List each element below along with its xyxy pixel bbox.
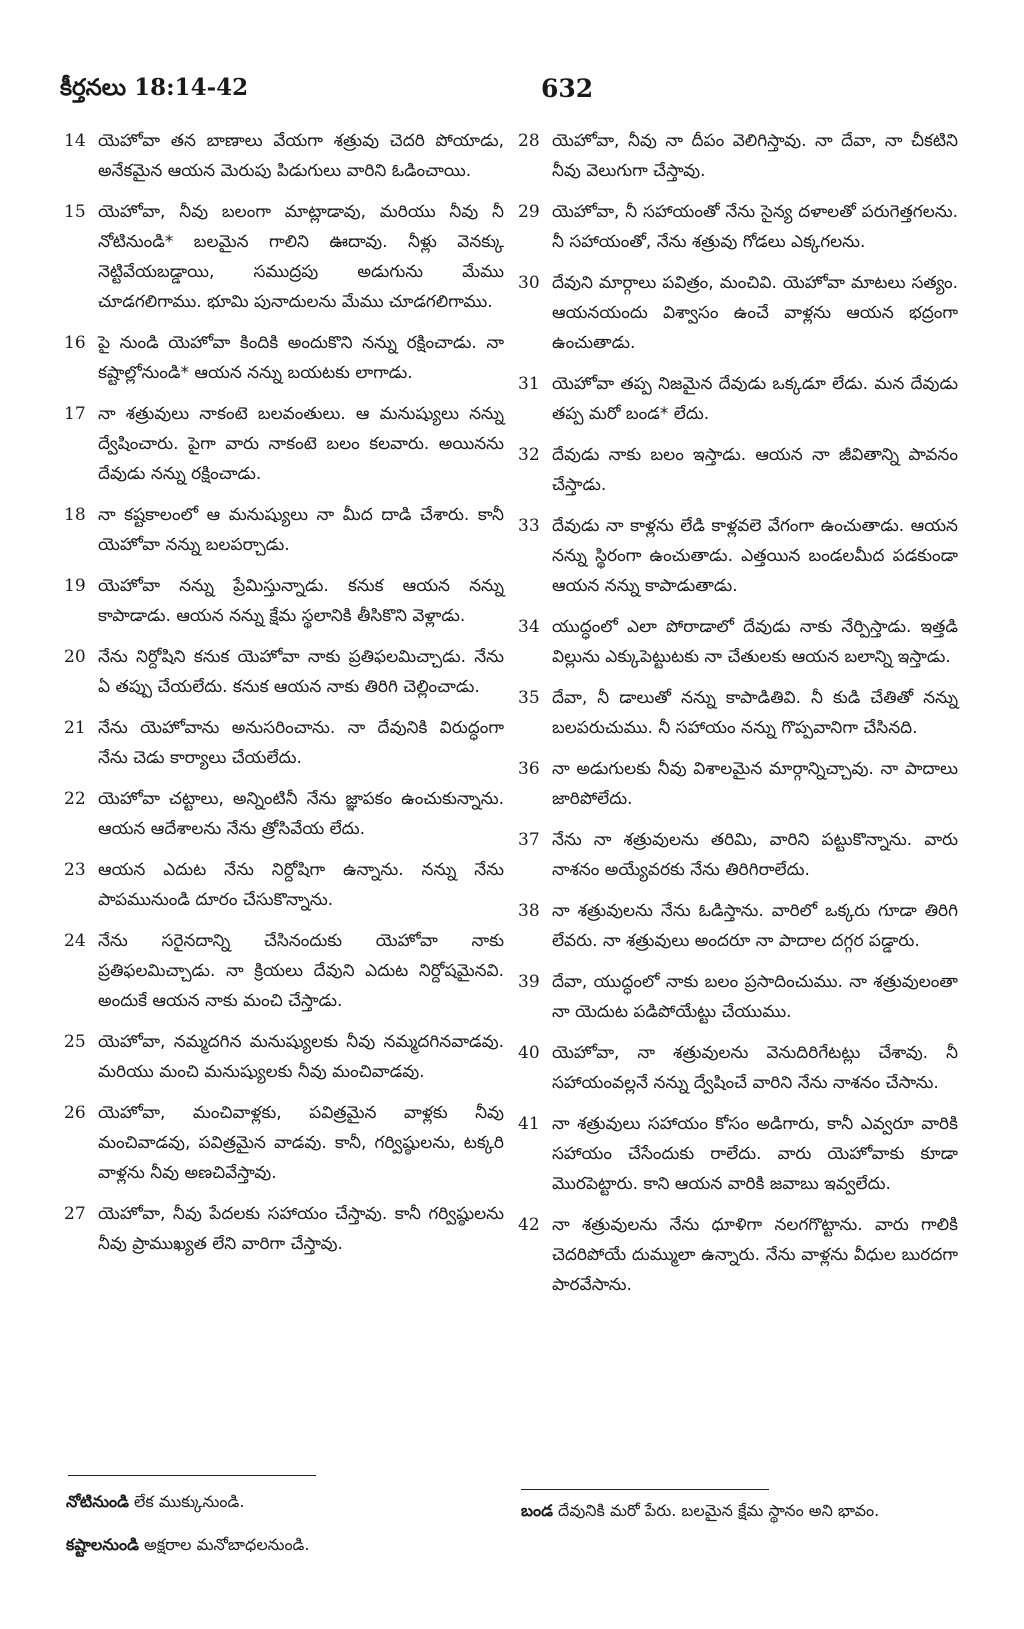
verse-number: 39 (518, 972, 540, 992)
page-number: 632 (541, 74, 594, 103)
verse (64, 126, 504, 186)
footnote-divider-right (521, 1489, 769, 1490)
verse-number: 37 (518, 830, 540, 850)
verse-text: యెహోవా, మంచివాళ్లకు, పవిత్రమైన వాళ్లకు నీవు మంచివాడవు, పవిత్రమైన వాడవు. కానీ, గర్విష్ఠులను, టక్కరి వాళ్లను నీవు అణచివేస్తావు. (98, 1103, 504, 1183)
verse-text: యెహోవా, నీవు బలంగా మాట్లాడావు, మరియు నీవు నీ నోటినుండి* బలమైన గాలిని ఊదావు. నీళ్లు వెనక్కు నెట్టివేయబడ్డాయి, సముద్రపు అడుగును మేము చూడగలిగాము. భూమి పునాదులను మేము చూడగలిగాము. (98, 202, 504, 312)
verse-number: 31 (518, 374, 540, 394)
verse-text: నా శత్రువులు నాకంటె బలవంతులు. ఆ మనుష్యులు నన్ను ద్వేషించారు. పైగా వారు నాకంటె బలం కలవారు. అయినను దేవుడు నన్ను రక్షించాడు. (98, 404, 504, 484)
verse (64, 399, 504, 489)
verse-text: నా కష్టకాలంలో ఆ మనుష్యులు నా మీద దాడి చేశారు. కానీ యెహోవా నన్ను బలపర్చాడు. (98, 505, 504, 555)
verse-number: 24 (64, 931, 86, 951)
verse-number: 25 (64, 1032, 86, 1052)
verse-number: 16 (64, 333, 86, 353)
verse-number: 19 (64, 576, 86, 596)
verse (518, 1210, 958, 1300)
verse-text: యెహోవా, నా శత్రువులను వెనుదిరిగేటట్లు చేశావు. నీ సహాయంవల్లనే నన్ను ద్వేషించే వారిని నేను నాశనం చేసాను. (552, 1043, 958, 1093)
verse (518, 197, 958, 257)
verse-text: నేను నిర్దోషిని కనుక యెహోవా నాకు ప్రతిఫలమిచ్చాడు. నేను ఏ తప్పు చేయలేదు. కనుక ఆయన నాకు తిరిగి చెల్లించాడు. (98, 647, 504, 697)
verse-text: యెహోవా నన్ను ప్రేమిస్తున్నాడు. కనుక ఆయన నన్ను కాపాడాడు. ఆయన నన్ను క్షేమ స్థలానికి తీసికొని వెళ్లాడు. (98, 576, 504, 626)
verse-number: 36 (518, 759, 540, 779)
verse (64, 784, 504, 844)
verse-number: 17 (64, 404, 86, 424)
verse-number: 20 (64, 647, 86, 667)
verse-number: 27 (64, 1204, 86, 1224)
verse-text: నా శత్రువులను నేను ధూళిగా నలగగొట్టాను. వారు గాలికి చెదరిపోయే దుమ్ములా ఉన్నారు. నేను వాళ్లను వీధుల బురదగా పారవేసాను. (552, 1215, 958, 1295)
verse (518, 440, 958, 500)
verse (64, 500, 504, 560)
right-column (518, 126, 958, 1311)
verse-text: నా శత్రువులు సహాయం కోసం అడిగారు, కానీ ఎవ్వరూ వారికి సహాయం చేసేందుకు రాలేదు. వారు యెహోవాకు కూడా మొరపెట్టారు. కాని ఆయన వారికి జవాబు ఇవ్వలేదు. (552, 1114, 958, 1194)
verse (518, 1109, 958, 1199)
verse-number: 15 (64, 202, 86, 222)
footnote-text: అక్షరాల మనోబాధలనుండి. (144, 1535, 310, 1554)
verse (64, 713, 504, 773)
verse-text: నేను యెహోవాను అనుసరించాను. నా దేవునికి విరుద్ధంగా నేను చెడు కార్యాలు చేయలేదు. (98, 718, 504, 768)
verse-text: యుద్ధంలో ఎలా పోరాడాలో దేవుడు నాకు నేర్పిస్తాడు. ఇత్తడి విల్లును ఎక్కుపెట్టుటకు నా చేతులకు ఆయన బలాన్ని ఇస్తాడు. (552, 617, 958, 667)
verse-number: 30 (518, 273, 540, 293)
verse-text: నేను సరైనదాన్ని చేసినందుకు యెహోవా నాకు ప్రతిఫలమిచ్చాడు. నా క్రియలు దేవుని ఎదుట నిర్దోషమైనవి. అందుకే ఆయన నాకు మంచి చేస్తాడు. (98, 931, 504, 1011)
verse (518, 612, 958, 672)
verse-text: యెహోవా తన బాణాలు వేయగా శత్రువు చెదరి పోయాడు, అనేకమైన ఆయన మెరుపు పిడుగులు వారిని ఓడించాయి. (98, 131, 504, 181)
footnote-term: నోటినుండి (66, 1492, 129, 1511)
verse-text: యెహోవా, నీవు నా దీపం వెలిగిస్తావు. నా దేవా, నా చీకటిని నీవు వెలుగుగా చేస్తావు. (552, 131, 958, 181)
verse (64, 1199, 504, 1259)
verse-text: దేవుడు నాకు బలం ఇస్తాడు. ఆయన నా జీవితాన్ని పావనం చేస్తాడు. (552, 445, 958, 495)
verse-text: ఆయన ఎదుట నేను నిర్దోషిగా ఉన్నాను. నన్ను నేను పాపమునుండి దూరం చేసుకొన్నాను. (98, 860, 504, 910)
verse-number: 38 (518, 901, 540, 921)
verse-number: 23 (64, 860, 86, 880)
chapter-reference: కీర్తనలు 18:14-42 (60, 74, 249, 101)
verse-number: 18 (64, 505, 86, 525)
verse (64, 926, 504, 1016)
verse (64, 1027, 504, 1087)
footnote (521, 1497, 951, 1525)
verse (64, 328, 504, 388)
footnote-term: కష్టాలనుండి (66, 1535, 139, 1554)
verse (518, 683, 958, 743)
verse (64, 855, 504, 915)
footnote (66, 1531, 496, 1559)
verse (518, 369, 958, 429)
left-column (64, 126, 504, 1270)
verse (518, 967, 958, 1027)
verse-number: 34 (518, 617, 540, 637)
verse (64, 1098, 504, 1188)
verse (518, 825, 958, 885)
verse-number: 33 (518, 516, 540, 536)
verse-number: 26 (64, 1103, 86, 1123)
verse-text: దేవా, నీ డాలుతో నన్ను కాపాడితివి. నీ కుడి చేతితో నన్ను బలపరుచుము. నీ సహాయం నన్ను గొప్పవానిగా చేసినది. (552, 688, 958, 738)
verse (518, 754, 958, 814)
verse-number: 14 (64, 131, 86, 151)
verse-text: యెహోవా తప్ప నిజమైన దేవుడు ఒక్కడూ లేడు. మన దేవుడు తప్ప మరో బండ* లేదు. (552, 374, 958, 424)
verse-number: 35 (518, 688, 540, 708)
verse-text: నా శత్రువులను నేను ఓడిస్తాను. వారిలో ఒక్కరు గూడా తిరిగి లేవరు. నా శత్రువులు అందరూ నా పాదాల దగ్గర పడ్డారు. (552, 901, 958, 951)
verse-text: నా అడుగులకు నీవు విశాలమైన మార్గాన్నిచ్చావు. నా పాదాలు జారిపోలేదు. (552, 759, 958, 809)
verse-text: నేను నా శత్రువులను తరిమి, వారిని పట్టుకొన్నాను. వారు నాశనం అయ్యేవరకు నేను తిరిగిరాలేదు. (552, 830, 959, 880)
verse-number: 22 (64, 789, 86, 809)
verse-text: దేవుని మార్గాలు పవిత్రం, మంచివి. యెహోవా మాటలు సత్యం. ఆయనయందు విశ్వాసం ఉంచే వాళ్లను ఆయన భద్రంగా ఉంచుతాడు. (552, 273, 958, 353)
verse (64, 197, 504, 317)
verse-number: 29 (518, 202, 540, 222)
verse-text: యెహోవా, నీ సహాయంతో నేను సైన్య దళాలతో పరుగెత్తగలను. నీ సహాయంతో, నేను శత్రువు గోడలు ఎక్కగలను. (552, 202, 958, 252)
footnote-divider-left (68, 1475, 316, 1476)
verse-text: యెహోవా, నీవు పేదలకు సహాయం చేస్తావు. కానీ గర్విష్ఠులను నీవు ప్రాముఖ్యత లేని వారిగా చేస్తావు. (98, 1204, 504, 1254)
verse-text: దేవా, యుద్ధంలో నాకు బలం ప్రసాదించుము. నా శత్రువులంతా నా యెదుట పడిపోయేట్టు చేయుము. (552, 972, 958, 1022)
verse-text: దేవుడు నా కాళ్లను లేడి కాళ్లవలె వేగంగా ఉంచుతాడు. ఆయన నన్ను స్థిరంగా ఉంచుతాడు. ఎత్తయిన బండలమీద పడకుండా ఆయన నన్ను కాపాడుతాడు. (552, 516, 958, 596)
verse-number: 21 (64, 718, 86, 738)
verse (64, 642, 504, 702)
verse-number: 32 (518, 445, 540, 465)
verse (518, 511, 958, 601)
footnote-text: లేక ముక్కునుండి. (134, 1492, 245, 1511)
verse (518, 896, 958, 956)
verse-text: యెహోవా, నమ్మదగిన మనుష్యులకు నీవు నమ్మదగినవాడవు. మరియు మంచి మనుష్యులకు నీవు మంచివాడవు. (98, 1032, 504, 1082)
running-header (60, 74, 964, 114)
verse-text: యెహోవా చట్టాలు, అన్నింటినీ నేను జ్ఞాపకం ఉంచుకున్నాను. ఆయన ఆదేశాలను నేను త్రోసివేయ లేదు. (98, 789, 504, 839)
footnote (66, 1488, 496, 1516)
verse-number: 42 (518, 1215, 540, 1235)
verse-text: పై నుండి యెహోవా కిందికి అందుకొని నన్ను రక్షించాడు. నా కష్టాల్లోనుండి* ఆయన నన్ను బయటకు లాగాడు. (98, 333, 504, 383)
verse (64, 571, 504, 631)
verse-number: 40 (518, 1043, 540, 1063)
verse-number: 28 (518, 131, 540, 151)
verse-number: 41 (518, 1114, 540, 1134)
verse (518, 1038, 958, 1098)
verse (518, 126, 958, 186)
footnote-text: దేవునికి మరో పేరు. బలమైన క్షేమ స్థానం అని భావం. (558, 1501, 880, 1520)
verse (518, 268, 958, 358)
footnote-term: బండ (521, 1501, 553, 1520)
